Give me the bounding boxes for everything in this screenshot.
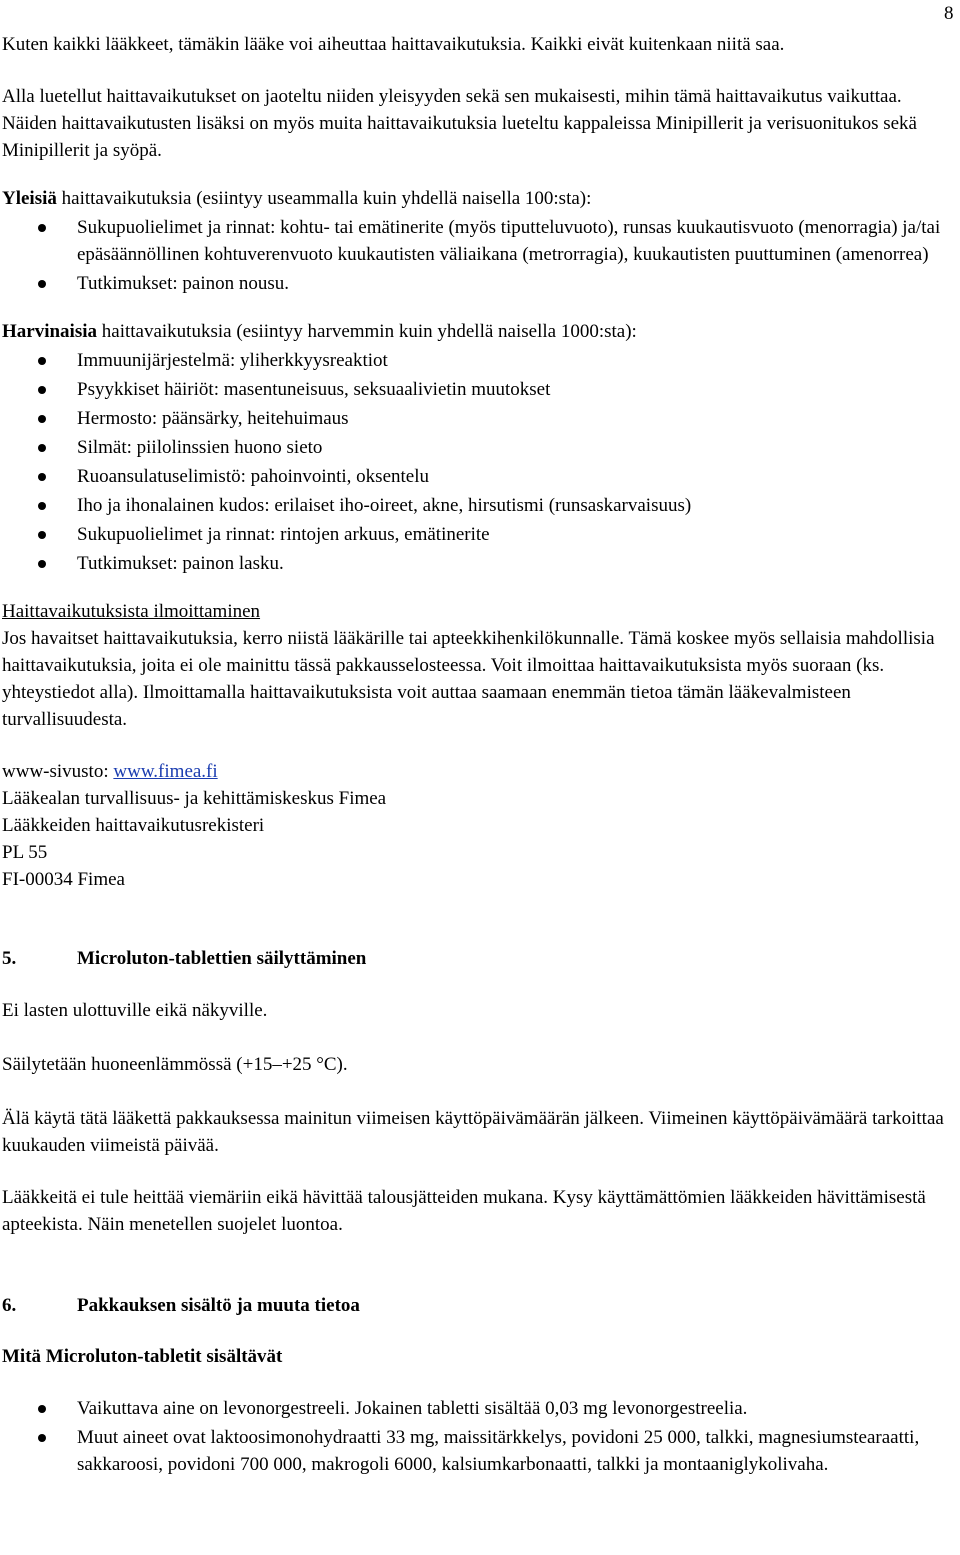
list-item: Sukupuolielimet ja rinnat: kohtu- tai emätinerite (myös tiputteluvuoto), runsas kuukautisvuoto (menorragia) ja/tai epäsäännöllinen kohtuverenvuoto kuukautisten väliaikana (metrorragia), kuukautisten puuttuminen (amenorrea) [2, 214, 952, 268]
common-effects-text: haittavaikutuksia (esiintyy useammalla kuin yhdellä naisella 100:sta): [56, 188, 592, 209]
intro-line-2: Alla luetellut haittavaikutukset on jaoteltu niiden yleisyyden sekä sen mukaisesti, mihin tämä haittavaikutus vaikuttaa. Näiden haittavaikutusten lisäksi on myös muita haittavaikutuksia lueteltu kappaleissa Minipillerit ja verisuonitukos sekä Minipillerit ja syöpä. [2, 86, 917, 161]
list-item: Tutkimukset: painon nousu. [2, 270, 952, 297]
list-item: Psyykkiset häiriöt: masentuneisuus, seksuaalivietin muutokset [2, 376, 952, 403]
address-line: Lääkealan turvallisuus- ja kehittämiskeskus Fimea [2, 788, 387, 809]
common-effects-label: Yleisiä [2, 188, 57, 209]
section-6-number: 6. [2, 1295, 17, 1316]
section-6-heading [2, 1292, 952, 1319]
storage-paragraph: Ei lasten ulottuville eikä näkyville. [2, 1000, 268, 1021]
list-item: Tutkimukset: painon lasku. [2, 550, 952, 577]
section-5-number: 5. [2, 948, 17, 969]
section-5-heading [2, 945, 952, 972]
list-item: Sukupuolielimet ja rinnat: rintojen arkuus, emätinerite [2, 521, 952, 548]
list-item: Silmät: piilolinssien huono sieto [2, 434, 952, 461]
rare-effects-heading [2, 318, 952, 345]
website-label: www-sivusto: [2, 761, 114, 782]
section-6-subtitle: Mitä Microluton-tabletit sisältävät [2, 1346, 283, 1367]
list-item: Immuunijärjestelmä: yliherkkyysreaktiot [2, 347, 952, 374]
address-line: FI-00034 Fimea [2, 869, 125, 890]
ingredients-list [2, 1395, 952, 1478]
reporting-title: Haittavaikutuksista ilmoittaminen [2, 601, 261, 622]
rare-effects-text: haittavaikutuksia (esiintyy harvemmin kuin yhdellä naisella 1000:sta): [97, 321, 637, 342]
list-item: Muut aineet ovat laktoosimonohydraatti 33 mg, maissitärkkelys, povidoni 25 000, talkki, magnesiumstearaatti, sakkaroosi, povidoni 700 000, makrogoli 6000, kalsiumkarbonaatti, talkki ja montaaniglykolivaha. [2, 1424, 952, 1478]
section-6-title: Pakkauksen sisältö ja muuta tietoa [77, 1295, 360, 1316]
address-line: PL 55 [2, 842, 48, 863]
common-effects-list [2, 214, 952, 297]
storage-paragraph: Lääkkeitä ei tule heittää viemäriin eikä hävittää talousjätteiden mukana. Kysy käyttämättömien lääkkeiden hävittämisestä apteekista. Näin menetellen suojelet luontoa. [2, 1187, 926, 1235]
intro-line-1: Kuten kaikki lääkkeet, tämäkin lääke voi aiheuttaa haittavaikutuksia. Kaikki eivät kuitenkaan niitä saa. [2, 34, 785, 55]
list-item: Hermosto: päänsärky, heitehuimaus [2, 405, 952, 432]
rare-effects-list [2, 347, 952, 577]
list-item: Iho ja ihonalainen kudos: erilaiset iho-oireet, akne, hirsutismi (runsaskarvaisuus) [2, 492, 952, 519]
common-effects-heading [2, 185, 952, 212]
address-line: Lääkkeiden haittavaikutusrekisteri [2, 815, 265, 836]
list-item: Ruoansulatuselimistö: pahoinvointi, oksentelu [2, 463, 952, 490]
list-item: Vaikuttava aine on levonorgestreeli. Jokainen tabletti sisältää 0,03 mg levonorgestreelia. [2, 1395, 952, 1422]
rare-effects-label: Harvinaisia [2, 321, 98, 342]
storage-paragraph: Säilytetään huoneenlämmössä (+15–+25 °C). [2, 1054, 348, 1075]
document-body [2, 31, 952, 1480]
section-5-title: Microluton-tablettien säilyttäminen [77, 948, 367, 969]
storage-paragraph: Älä käytä tätä lääkettä pakkauksessa mainitun viimeisen käyttöpäivämäärän jälkeen. Viimeinen käyttöpäivämäärä tarkoittaa kuukauden viimeistä päivää. [2, 1108, 944, 1156]
fimea-link[interactable]: www.fimea.fi [113, 761, 218, 782]
reporting-body: Jos havaitset haittavaikutuksia, kerro niistä lääkärille tai apteekkihenkilökunnalle. Tämä koskee myös sellaisia mahdollisia haittavaikutuksia, joita ei ole mainittu tässä pakkausselosteessa. Voit ilmoittaa haittavaikutuksista myös suoraan (ks. yhteystiedot alla). Ilmoittamalla haittavaikutuksista voit auttaa saamaan enemmän tietoa tämän lääkevalmisteen turvallisuudesta. [2, 628, 935, 730]
page-number: 8 [944, 3, 954, 24]
website-line [2, 758, 952, 785]
